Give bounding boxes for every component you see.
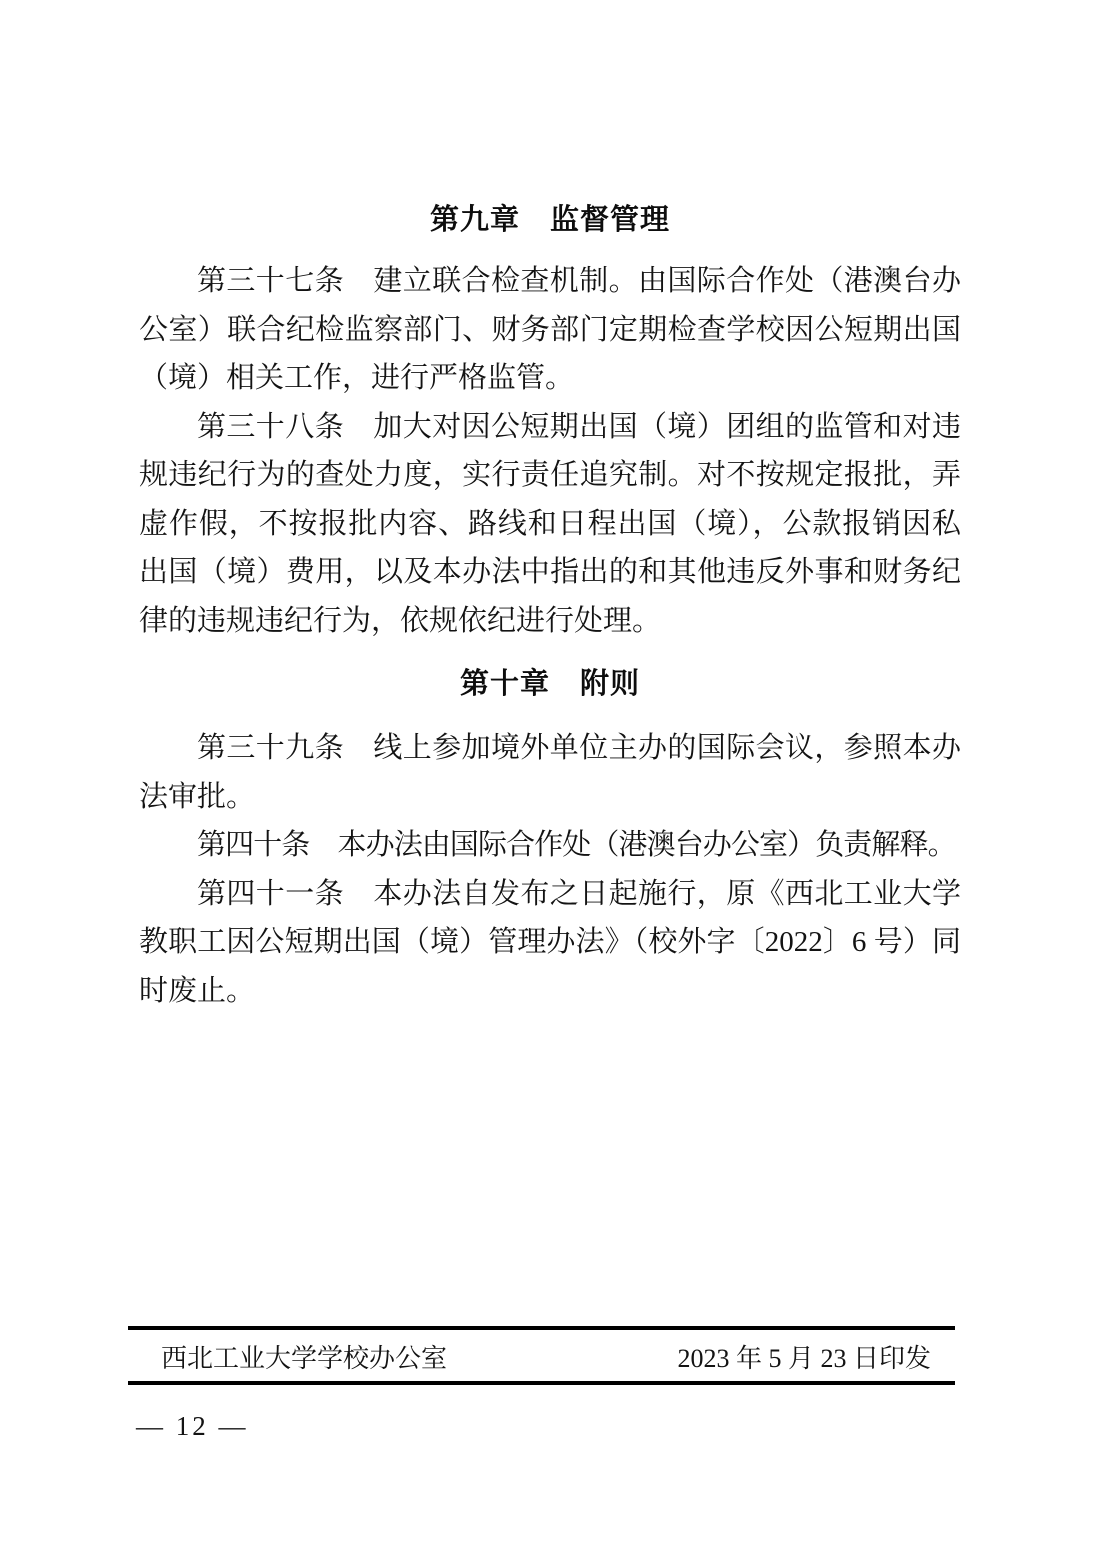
article-39-paragraph: 第三十九条 线上参加境外单位主办的国际会议，参照本办法审批。 xyxy=(139,732,961,813)
chapter-10-heading: 第十章 附则 xyxy=(459,667,640,700)
print-date: 2023 年 5 月 23 日印发 xyxy=(677,1343,931,1373)
article-40-paragraph: 第四十条 本办法由国际合作处（港澳台办公室）负责解释。 xyxy=(197,829,956,861)
document-body xyxy=(139,196,961,1015)
chapter-9-heading: 第九章 监督管理 xyxy=(429,204,670,236)
article-37-paragraph: 第三十七条 建立联合检查机制。由国际合作处（港澳台办公室）联合纪检监察部门、财务部门定期检查学校因公短期出国（境）相关工作，进行严格监管。 xyxy=(139,265,961,394)
article-38-paragraph: 第三十八条 加大对因公短期出国（境）团组的监管和对违规违纪行为的查处力度，实行责任追究制。对不按规定报批，弄虚作假，不按报批内容、路线和日程出国（境），公款报销因私出国（境）费用，以及本办法中指出的和其他违反外事和财务纪律的违规违纪行为，依规依纪进行处理。 xyxy=(139,410,961,637)
colophon xyxy=(139,1331,955,1381)
article-41-paragraph: 第四十一条 本办法自发布之日起施行，原《西北工业大学教职工因公短期出国（境）管理办法》（校外字〔2022〕6 号）同时废止。 xyxy=(139,877,961,1007)
page-number: — 12 — xyxy=(136,1411,249,1441)
issuing-office: 西北工业大学学校办公室 xyxy=(161,1343,448,1373)
footer-bottom-rule xyxy=(128,1381,955,1385)
footer-top-rule xyxy=(128,1326,955,1330)
